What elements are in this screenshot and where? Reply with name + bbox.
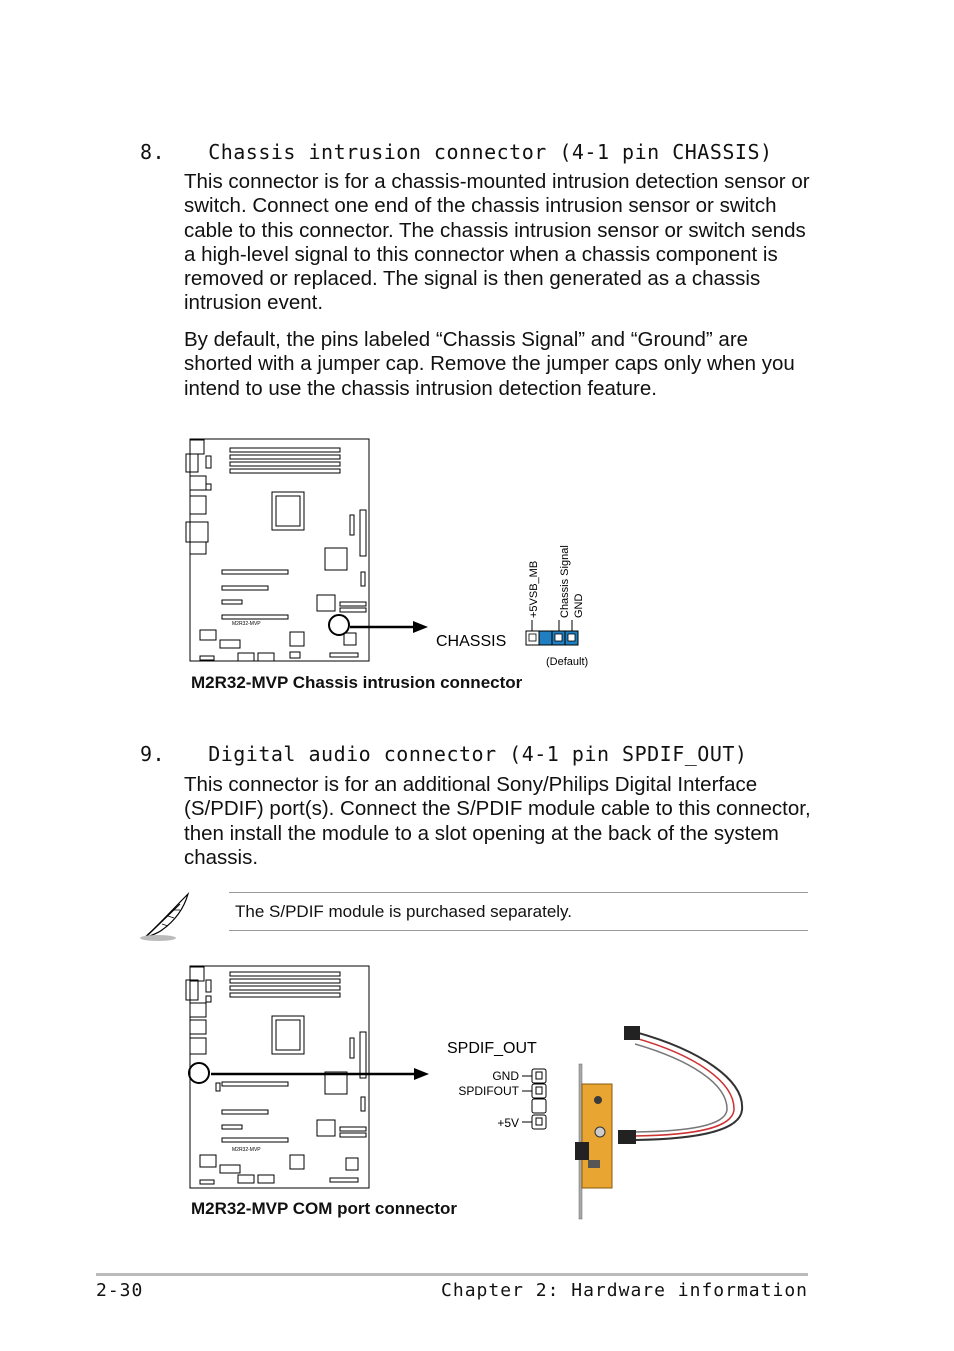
spdif-highlight-circle — [189, 1063, 209, 1083]
section-8-number: 8. — [140, 140, 166, 164]
motherboard-layout-2 — [186, 966, 369, 1188]
chassis-connector-diagram — [180, 430, 620, 670]
note-box — [229, 892, 808, 931]
figure-2-caption: M2R32-MVP COM port connector — [191, 1199, 458, 1218]
section-8-paragraph-1: This connector is for a chassis-mounted intrusion detection sensor or switch. Connect one end of the chassis intrusion sensor or switch cable to this connector. The chassis intrusion sensor or switch sends a high-level signal to this connector when a chassis component is removed or replaced. The signal is then generated as a chassis intrusion event. — [184, 170, 810, 315]
connector-pins — [526, 620, 578, 645]
pin-label-chassis-signal: Chassis Signal — [559, 545, 571, 618]
section-8-heading — [140, 140, 773, 164]
section-9-title: Digital audio connector (4-1 pin SPDIF_OUT) — [208, 742, 748, 766]
pin-label-spdifout: SPDIFOUT — [458, 1084, 519, 1098]
pin-label-gnd: GND — [573, 593, 585, 618]
board-label-2: M2R32-MVP — [232, 1147, 261, 1153]
motherboard-layout — [186, 439, 369, 661]
note-text: The S/PDIF module is purchased separately. — [235, 902, 573, 921]
spdif-module-illustration — [575, 1026, 742, 1219]
default-label: (Default) — [546, 656, 589, 668]
page-number: 2-30 — [96, 1280, 144, 1301]
pin-label-5vsb: +5VSB_MB — [528, 560, 540, 618]
pin-label-5v: +5V — [497, 1116, 519, 1130]
chapter-title: Chapter 2: Hardware information — [441, 1280, 808, 1301]
spdif-connector-label: SPDIF_OUT — [447, 1040, 537, 1057]
section-9-paragraph-1: This connector is for an additional Sony/Philips Digital Interface (S/PDIF) port(s). Connect the S/PDIF module cable to this connector, then install the module to a slot opening at the back of the system chassis. — [184, 773, 811, 869]
board-label: M2R32-MVP — [232, 621, 261, 627]
section-8-title: Chassis intrusion connector (4-1 pin CHASSIS) — [208, 140, 773, 164]
section-8-paragraph-2: By default, the pins labeled “Chassis Signal” and “Ground” are shorted with a jumper cap. Remove the jumper caps only when you intend to use the chassis intrusion detection feature. — [184, 328, 795, 400]
connector-highlight-circle — [329, 615, 349, 635]
spdif-connector-diagram — [180, 960, 760, 1222]
section-9-number: 9. — [140, 742, 166, 766]
feather-quill-icon — [136, 888, 196, 946]
figure-1-caption: M2R32-MVP Chassis intrusion connector — [191, 673, 523, 692]
connector-label: CHASSIS — [436, 633, 507, 650]
pointer-arrow-head — [413, 621, 428, 633]
spdif-pins — [522, 1069, 546, 1129]
pin-label-gnd-2: GND — [492, 1069, 519, 1083]
section-9-heading — [140, 742, 747, 766]
pointer-arrow-head-2 — [414, 1068, 429, 1080]
footer-divider — [96, 1273, 808, 1276]
